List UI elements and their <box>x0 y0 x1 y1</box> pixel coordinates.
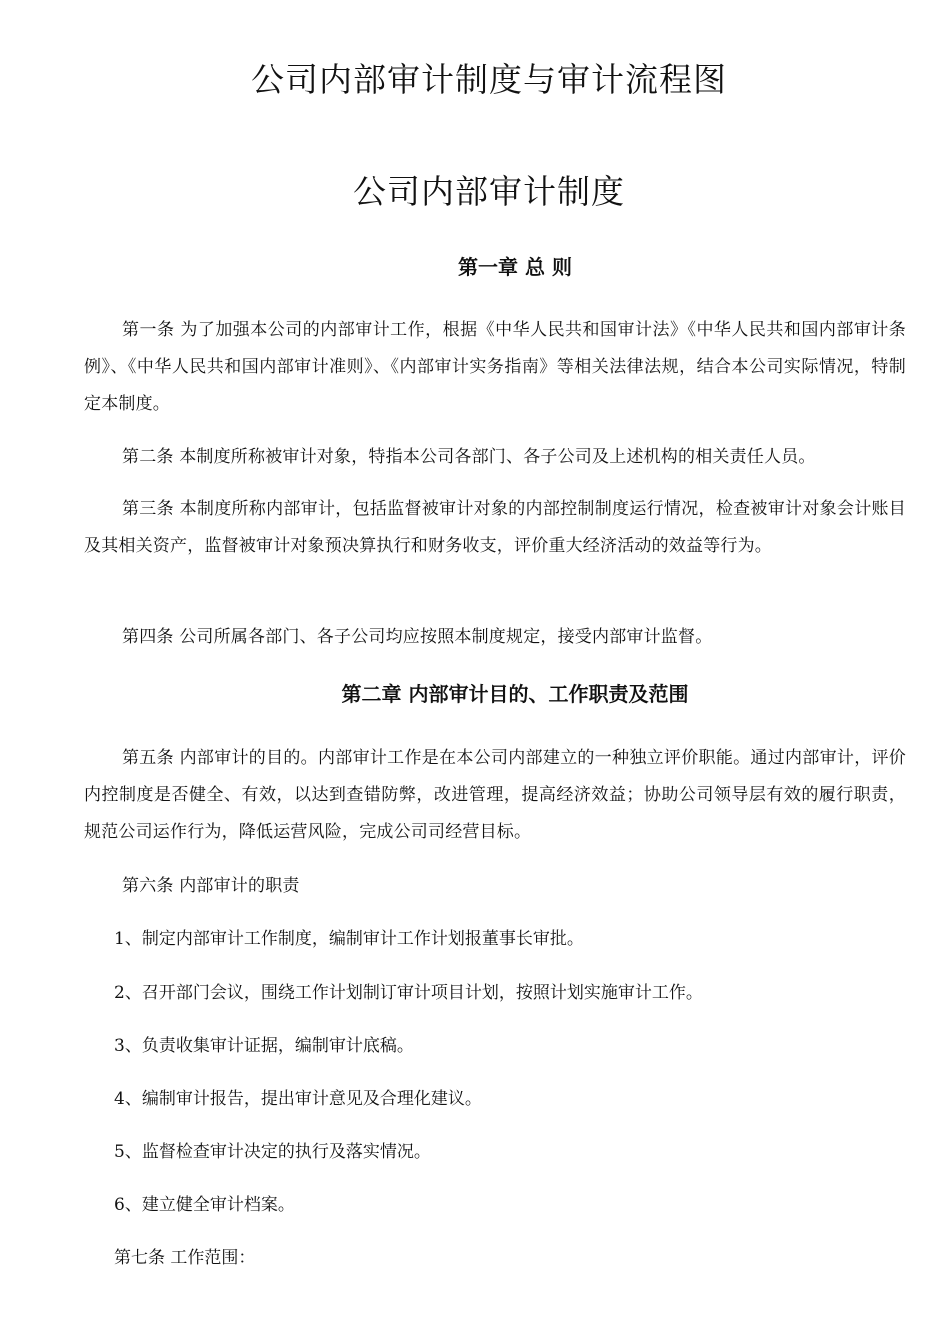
article-paragraph: 第二条 本制度所称被审计对象，特指本公司各部门、各子公司及上述机构的相关责任人员。 <box>122 447 816 467</box>
duty-list-item: 4、编制审计报告，提出审计意见及合理化建议。 <box>114 1089 482 1109</box>
document-sub-title: 公司内部审计制度 <box>353 172 625 211</box>
article-paragraph: 第一条 为了加强本公司的内部审计工作，根据《中华人民共和国审计法》《中华人民共和国内部审计条例》、《中华人民共和国内部审计准则》、《内部审计实务指南》等相关法律法规，结合本公司实际情况，特制定本制度。 <box>84 320 906 414</box>
article-paragraph: 第六条 内部审计的职责 <box>122 876 300 896</box>
article-paragraph: 第五条 内部审计的目的。内部审计工作是在本公司内部建立的一种独立评价职能。通过内部审计，评价内控制度是否健全、有效，以达到查错防弊，改进管理，提高经济效益；协助公司领导层有效的履行职责，规范公司运作行为，降低运营风险，完成公司司经营目标。 <box>84 748 906 842</box>
duty-list-item: 2、召开部门会议，围绕工作计划制订审计项目计划，按照计划实施审计工作。 <box>114 983 703 1003</box>
duty-list-item: 5、监督检查审计决定的执行及落实情况。 <box>114 1142 431 1162</box>
duty-list-item: 6、建立健全审计档案。 <box>114 1195 295 1215</box>
chapter-heading: 第二章 内部审计目的、工作职责及范围 <box>341 682 689 706</box>
article-paragraph: 第七条 工作范围： <box>114 1248 256 1268</box>
chapter-heading: 第一章 总 则 <box>458 255 572 279</box>
document-main-title: 公司内部审计制度与审计流程图 <box>251 60 727 99</box>
duty-list-item: 1、制定内部审计工作制度，编制审计工作计划报董事长审批。 <box>114 929 584 949</box>
article-paragraph: 第四条 公司所属各部门、各子公司均应按照本制度规定，接受内部审计监督。 <box>122 627 713 647</box>
duty-list-item: 3、负责收集审计证据，编制审计底稿。 <box>114 1036 414 1056</box>
article-paragraph: 第三条 本制度所称内部审计，包括监督被审计对象的内部控制制度运行情况，检查被审计对象会计账目及其相关资产，监督被审计对象预决算执行和财务收支，评价重大经济活动的效益等行为。 <box>84 499 906 556</box>
